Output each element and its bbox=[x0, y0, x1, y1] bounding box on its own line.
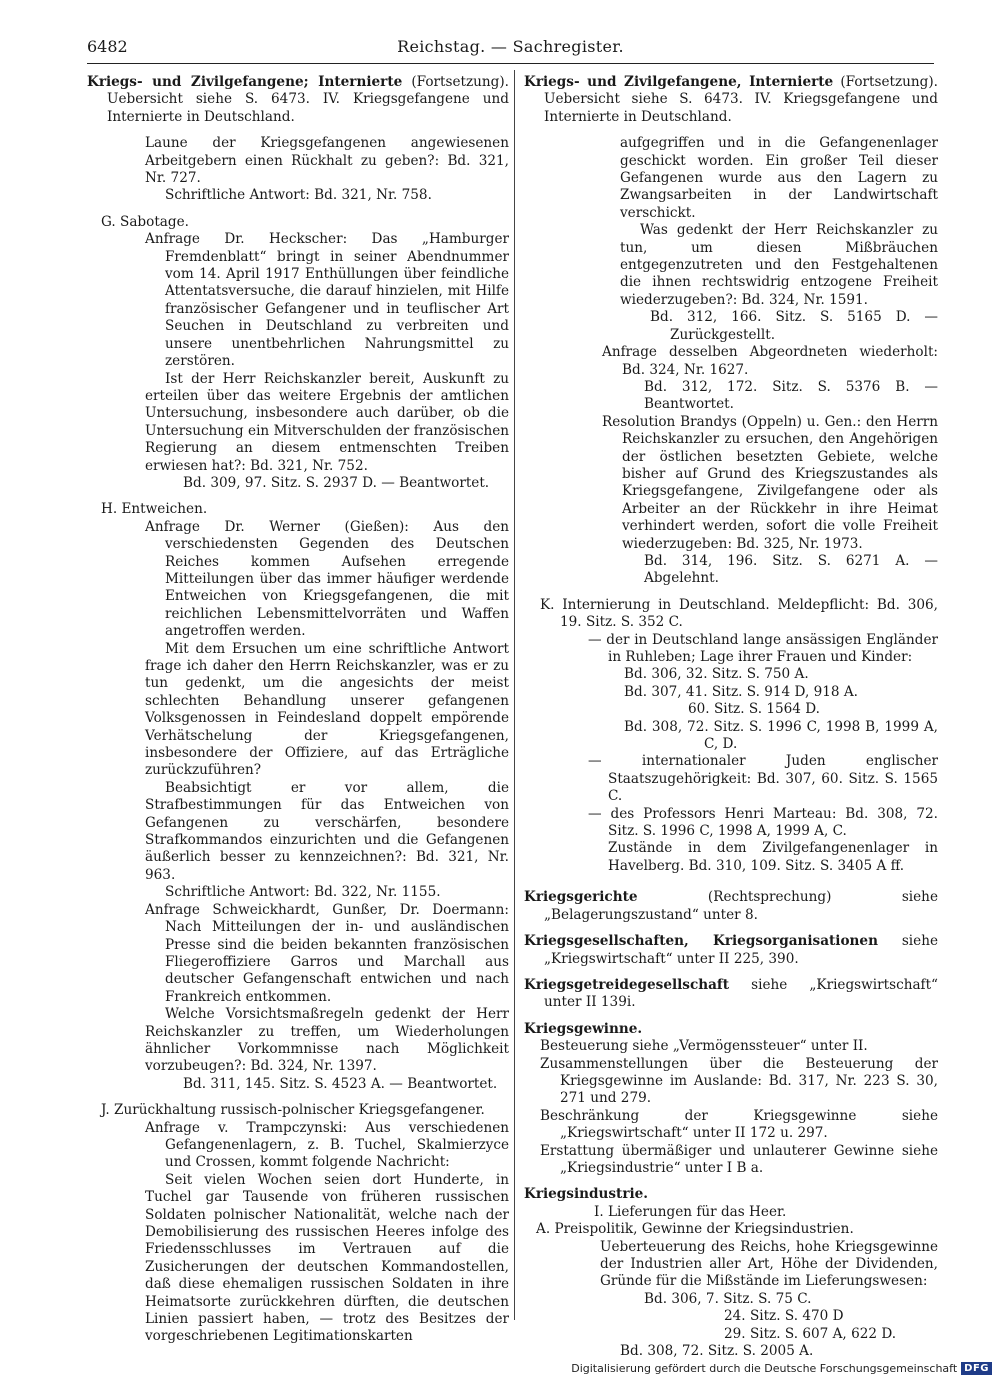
paragraph: Zustände in dem Zivilgefangenenlager in Havelberg. Bd. 310, 109. Sitz. S. 3405 A ff. bbox=[608, 840, 938, 874]
paragraph: — des Professors Henri Marteau: Bd. 308, 72. Sitz. S. 1996 C, 1998 A, 1999 A, C. bbox=[588, 805, 938, 840]
index-entry: Kriegsgerichte (Rechtsprechung) siehe „Belagerungszustand“ unter 8. bbox=[524, 889, 938, 923]
left-column bbox=[87, 74, 509, 1346]
index-entry: Kriegsgesellschaften, Kriegsorganisationen siehe „Kriegswirtschaft“ unter II 225, 390. bbox=[524, 933, 938, 967]
subsection-title: H. Entweichen. bbox=[101, 501, 208, 518]
paragraph: Bd. 312, 172. Sitz. S. 5376 B. — Beantwortet. bbox=[644, 378, 938, 413]
paragraph: Laune der Kriegsgefangenen angewiesenen Arbeitgebern einen Rückhalt zu geben?: Bd. 321, Nr. 727. bbox=[145, 135, 509, 187]
paragraph: — internationaler Juden englischer Staatszugehörigkeit: Bd. 307, 60. Sitz. S. 1565 C. bbox=[588, 753, 938, 805]
paragraph: Bd. 311, 145. Sitz. S. 4523 A. — Beantwortet. bbox=[183, 1075, 498, 1092]
index-entry: Kriegsgetreidegesellschaft siehe „Kriegswirtschaft“ unter II 139i. bbox=[524, 976, 938, 1011]
citation: 29. Sitz. S. 607 A, 622 D. bbox=[724, 1325, 897, 1342]
paragraph: Anfrage Dr. Heckscher: Das „Hamburger Fremdenblatt“ bringt in seiner Abendnummer vom 14. April 1917 Enthüllungen über feindliche Attentatsversuche, die darauf hinzielen, mit Hilfe französischer Gefangener und in teuflischer Art Seuchen in Deutschland zu verbreiten und unsere unentbehrlichen Nahrungsmittel zu zerstören. bbox=[145, 231, 509, 370]
paragraph: Zusammenstellungen über die Besteuerung der Kriegsgewinne im Auslande: Bd. 317, Nr. 223 S. 30, 271 und 279. bbox=[540, 1055, 938, 1107]
paragraph: Bd. 312, 166. Sitz. S. 5165 D. — Zurückgestellt. bbox=[650, 309, 938, 343]
column-divider bbox=[514, 70, 515, 1320]
paragraph: Schriftliche Antwort: Bd. 322, Nr. 1155. bbox=[165, 884, 441, 901]
right-section-heading: Kriegs- und Zivilgefangene, Internierte (Fortsetzung). Uebersicht siehe S. 6473. IV. Kriegsgefangene und Internierte in Deutschland. bbox=[524, 74, 938, 125]
citation: Bd. 306, 7. Sitz. S. 75 C. bbox=[644, 1290, 812, 1307]
page-header bbox=[87, 33, 934, 64]
paragraph: Anfrage desselben Abgeordneten wiederholt: Bd. 324, Nr. 1627. bbox=[602, 344, 938, 378]
paragraph: Anfrage v. Trampczynski: Aus verschiedenen Gefangenenlagern, z. B. Tuchel, Skalmierzyce und Crossen, kommt folgende Nachricht: bbox=[145, 1119, 509, 1171]
paragraph: Anfrage Schweickhardt, Gunßer, Dr. Doermann: Nach Mitteilungen der in- und ausländischen Presse sind die beiden bekannten französischen Fliegeroffiziere Garros und Marchall aus deutscher Gefangenschaft entwichen und nach Frankreich entkommen. bbox=[145, 901, 509, 1005]
digitization-footer bbox=[571, 1362, 992, 1375]
citation: Bd. 307, 41. Sitz. S. 914 D, 918 A. bbox=[624, 683, 858, 700]
footer-text: Digitalisierung gefördert durch die Deutsche Forschungsgemeinschaft bbox=[571, 1362, 958, 1375]
paragraph: Seit vielen Wochen seien dort Hunderte, in Tuchel gar Tausende von früheren russischen Soldaten polnischer Nationalität, welche nach der Demobilisierung des russischen Heeres infolge des Friedensschlusses im Vertrauen auf die Zusicherungen der deutschen Kommandostellen, daß diese ehemaligen russischen Soldaten in ihre Heimatsorte zurückkehren dürften, die deutschen Linien passiert haben, — trotz des Besitzes der vorgeschriebenen Legitimationskarten bbox=[145, 1171, 509, 1345]
paragraph: Beabsichtigt er vor allem, die Strafbestimmungen für das Entweichen von Gefangenen zu verschärfen, besondere Strafkommandos einzurichten und die Gefangenen äußerlich besser zu kennzeichnen?: Bd. 321, Nr. 963. bbox=[145, 779, 509, 883]
paragraph: Bd. 314, 196. Sitz. S. 6271 A. — Abgelehnt. bbox=[644, 552, 938, 587]
index-entry: Kriegsindustrie. bbox=[524, 1186, 649, 1203]
citation: Bd. 308, 72. Sitz. S. 2005 A. bbox=[620, 1343, 814, 1360]
paragraph: Bd. 309, 97. Sitz. S. 2937 D. — Beantwortet. bbox=[183, 474, 490, 491]
paragraph: Ist der Herr Reichskanzler bereit, Auskunft zu erteilen über das weitere Ergebnis der amtlichen Untersuchung, insbesondere auch darüber, ob die Untersuchung ein Mitverschulden der französischen Regierung an diesem entmenschten Treiben erwiesen hat?: Bd. 321, Nr. 752. bbox=[145, 370, 509, 474]
subsection-title: G. Sabotage. bbox=[101, 213, 189, 230]
left-section-heading: Kriegs- und Zivilgefangene; Internierte (Fortsetzung). Uebersicht siehe S. 6473. IV. Kriegsgefangene und Internierte in Deutschland. bbox=[87, 74, 509, 125]
paragraph: Was gedenkt der Herr Reichskanzler zu tun, um diesen Mißbräuchen entgegenzutreten und den Festgehaltenen die ihnen rechtswidrig entzogene Freiheit wiederzugeben?: Bd. 324, Nr. 1591. bbox=[620, 222, 938, 308]
subsection-title: K. Internierung in Deutschland. Meldepflicht: Bd. 306, 19. Sitz. S. 352 C. bbox=[540, 596, 938, 631]
paragraph: — der in Deutschland lange ansässigen Engländer in Ruhleben; Lage ihrer Frauen und Kinder: bbox=[588, 631, 938, 665]
subsection-title: A. Preispolitik, Gewinne der Kriegsindustrien. bbox=[536, 1221, 854, 1238]
index-entry: Kriegsgewinne. bbox=[524, 1020, 643, 1037]
citation: 60. Sitz. S. 1564 D. bbox=[688, 701, 820, 718]
paragraph: Schriftliche Antwort: Bd. 321, Nr. 758. bbox=[165, 187, 432, 204]
paragraph: Anfrage Dr. Werner (Gießen): Aus den verschiedensten Gegenden des Deutschen Reiches kommen Aufsehen erregende Mitteilungen über das immer häufiger werdende Entweichen von Kriegsgefangenen, die mit reichlichen Lebensmittelvorräten und Waffen angetroffen werden. bbox=[145, 518, 509, 640]
subsection-title: I. Lieferungen für das Heer. bbox=[594, 1203, 787, 1220]
citation: 24. Sitz. S. 470 D bbox=[724, 1308, 844, 1325]
dfg-logo: DFG bbox=[961, 1362, 992, 1375]
paragraph: Erstattung übermäßiger und unlauterer Gewinne siehe „Kriegsindustrie“ unter I B a. bbox=[540, 1142, 938, 1176]
citation: Bd. 306, 32. Sitz. S. 750 A. bbox=[624, 666, 809, 683]
paragraph: Mit dem Ersuchen um eine schriftliche Antwort frage ich daher den Herrn Reichskanzler, was er zu tun gedenkt, um die angesichts der meist schlechten Behandlung unserer gefangenen Volksgenossen in Feindesland doppelt empörende Verhätschelung der Kriegsgefangenen, insbesondere der Offiziere, auf das Erträgliche zurückzuführen? bbox=[145, 640, 509, 779]
paragraph: Ueberteuerung des Reichs, hohe Kriegsgewinne der Industrien aller Art, Höhe der Dividenden, Gründe für die Mißstände im Lieferungswesen: bbox=[600, 1238, 938, 1290]
subsection-title: J. Zurückhaltung russisch-polnischer Kriegsgefangener. bbox=[101, 1102, 485, 1119]
paragraph: aufgegriffen und in die Gefangenenlager geschickt worden. Ein großer Teil dieser Gefangenen wurde aus den Lagern zu Zwangsarbeiten in der Landwirtschaft verschickt. bbox=[620, 135, 938, 221]
citation: Bd. 308, 72. Sitz. S. 1996 C, 1998 B, 1999 A, C, D. bbox=[624, 718, 938, 753]
paragraph: Beschränkung der Kriegsgewinne siehe „Kriegswirtschaft“ unter II 172 u. 297. bbox=[540, 1107, 938, 1142]
running-title: Reichstag. — Sachregister. bbox=[397, 37, 624, 56]
paragraph: Resolution Brandys (Oppeln) u. Gen.: den Herrn Reichskanzler zu ersuchen, den Angehörigen der östlichen besetzten Gebiete, welche bisher auf Grund des Kriegszustandes als Kriegsgefangene, Zivilgefangene oder als Arbeiter an der Rückkehr in ihre Heimat verhindert werden, sofort die volle Freiheit wiederzugeben: Bd. 325, Nr. 1973. bbox=[602, 413, 938, 552]
paragraph: Welche Vorsichtsmaßregeln gedenkt der Herr Reichskanzler zu treffen, um Wiederholungen ähnlicher Vorkommnisse nach Möglichkeit vorzubeugen?: Bd. 324, Nr. 1397. bbox=[145, 1006, 509, 1075]
page-number: 6482 bbox=[87, 37, 128, 56]
paragraph: Besteuerung siehe „Vermögenssteuer“ unter II. bbox=[540, 1038, 868, 1055]
right-column bbox=[524, 74, 938, 1360]
